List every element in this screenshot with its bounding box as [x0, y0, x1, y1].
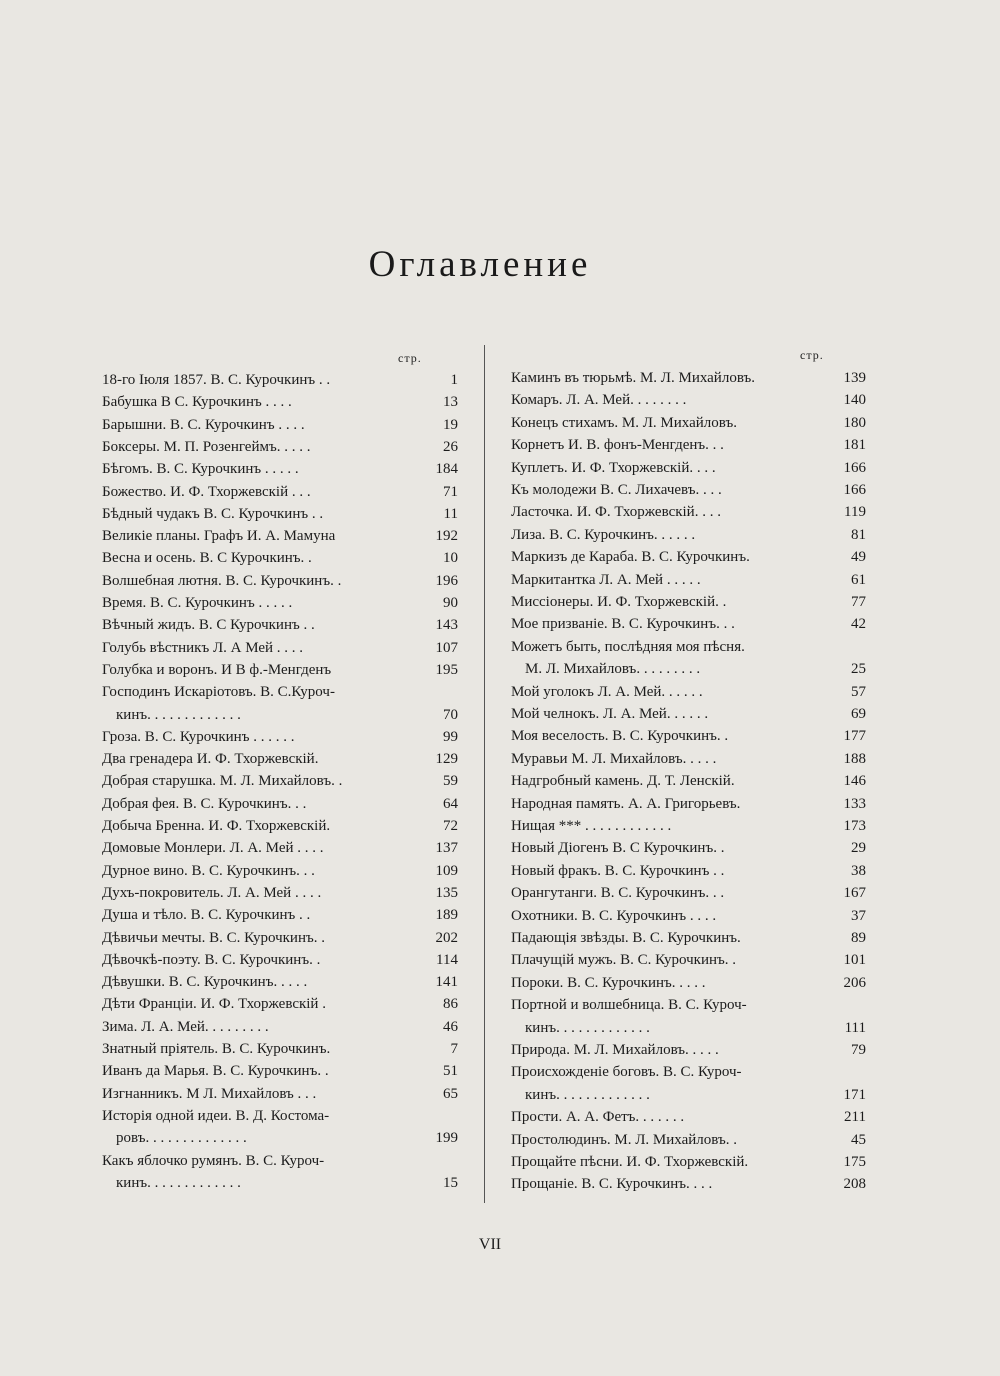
toc-entry-title: Падающія звѣзды. В. С. Курочкинъ.	[511, 930, 741, 946]
toc-entry-page: 7	[450, 1041, 458, 1057]
toc-entry-title: Надгробный камень. Д. Т. Ленскій.	[511, 773, 735, 790]
toc-entry-title: Мой уголокъ Л. А. Мей. . . . . .	[511, 683, 703, 700]
toc-entry-title: кинъ. . . . . . . . . . . . .	[116, 1174, 241, 1191]
toc-entry	[102, 682, 458, 704]
toc-entry-page: 59	[443, 773, 458, 790]
toc-entry-page: 79	[851, 1042, 866, 1058]
toc-entry	[511, 749, 866, 771]
toc-entry-page: 46	[443, 1018, 458, 1035]
toc-entry-title: Добыча Бренна. И. Ф. Тхоржевскій.	[102, 818, 331, 834]
toc-entry	[511, 1040, 866, 1062]
toc-entry	[511, 771, 866, 793]
toc-entry	[511, 1107, 866, 1129]
toc-entry-page: 70	[443, 706, 458, 723]
toc-entry-title: Боксеры. М. П. Розенгеймъ. . . . .	[102, 438, 311, 455]
toc-entry-page: 211	[844, 1109, 866, 1126]
toc-entry-page: 184	[435, 461, 458, 478]
toc-entry-page: 64	[443, 795, 458, 812]
toc-entry-title: Муравьи М. Л. Михайловъ. . . . .	[511, 750, 717, 767]
toc-entry	[102, 905, 458, 927]
toc-entry-title: Новый Діогенъ В. С Курочкинъ. .	[511, 840, 725, 857]
toc-entry	[102, 1061, 458, 1083]
toc-entry	[511, 368, 866, 390]
toc-entry-title: Какъ яблочко румянъ. В. С. Куроч-	[102, 1152, 325, 1169]
toc-entry-title: Куплетъ. И. Ф. Тхоржевскій. . . .	[511, 459, 716, 476]
toc-entry-title: Охотники. В. С. Курочкинъ . . . .	[511, 907, 717, 924]
toc-entry	[102, 838, 458, 860]
toc-entry-page: 13	[443, 394, 458, 411]
toc-entry-title: Маркизъ де Караба. В. С. Курочкинъ.	[511, 549, 750, 566]
toc-entry-page: 57	[851, 683, 866, 700]
toc-entry-page: 141	[435, 974, 458, 991]
toc-entry-title: Добрая старушка. М. Л. Михайловъ. .	[102, 773, 343, 790]
toc-entry-page: 137	[435, 840, 458, 857]
toc-entry	[511, 592, 866, 614]
toc-entry-title: Прощайте пѣсни. И. Ф. Тхоржевскій.	[511, 1154, 749, 1170]
toc-entry-title: Моя веселость. В. С. Курочкинъ. .	[511, 728, 729, 745]
toc-entry-title: Дѣвочкѣ-поэту. В. С. Курочкинъ. .	[102, 951, 321, 968]
toc-entry	[102, 1106, 458, 1128]
toc-entry	[511, 502, 866, 524]
toc-entry	[102, 950, 458, 972]
toc-entry-page: 72	[443, 818, 458, 834]
toc-entry-title: кинъ. . . . . . . . . . . . .	[525, 1086, 650, 1103]
toc-entry	[102, 392, 458, 414]
toc-entry-page: 171	[843, 1086, 866, 1103]
toc-entry	[102, 526, 458, 548]
toc-entry	[102, 548, 458, 570]
toc-entry-page: 166	[843, 459, 866, 476]
toc-entry-page: 175	[843, 1154, 866, 1170]
toc-entry-title: Гроза. В. С. Курочкинъ . . . . . .	[102, 728, 295, 745]
toc-entry-page: 133	[843, 795, 866, 812]
toc-entry	[511, 973, 866, 995]
toc-entry	[511, 637, 866, 659]
toc-entry-page: 26	[443, 438, 458, 455]
toc-entry-title: Дурное вино. В. С. Курочкинъ. . .	[102, 862, 315, 879]
toc-entry-title: Мое призваніе. В. С. Курочкинъ. . .	[511, 616, 735, 633]
toc-entry	[511, 838, 866, 860]
toc-entry-page: 37	[851, 907, 866, 924]
toc-entry-page: 101	[843, 952, 866, 969]
toc-entry-page: 81	[851, 526, 866, 543]
toc-entry-page: 11	[443, 505, 458, 522]
toc-entry-title: Орангутанги. В. С. Курочкинъ. . .	[511, 885, 725, 902]
toc-entry	[102, 794, 458, 816]
toc-entry	[102, 1084, 458, 1106]
page-title: Оглавление	[368, 244, 592, 285]
toc-entry-title: Пороки. В. С. Курочкинъ. . . . .	[511, 974, 706, 991]
toc-entry	[102, 994, 458, 1016]
toc-entry-title: Дѣвушки. В. С. Курочкинъ. . . . .	[102, 974, 308, 991]
toc-entry-title: Господинъ Искаріотовъ. В. С.Куроч-	[102, 684, 335, 701]
toc-entry-title: Добрая фея. В. С. Курочкинъ. . .	[102, 795, 307, 812]
toc-entry-title: Иванъ да Марья. В. С. Курочкинъ. .	[102, 1063, 329, 1080]
toc-entry-title: Бабушка В С. Курочкинъ . . . .	[102, 394, 292, 411]
toc-entry-title: Время. В. С. Курочкинъ . . . . .	[102, 595, 293, 611]
toc-entry-page: 181	[843, 437, 866, 454]
toc-entry-page: 90	[443, 595, 458, 611]
toc-entry	[102, 1039, 458, 1061]
toc-entry-page: 109	[435, 862, 458, 879]
toc-entry-title: Маркитантка Л. А. Мей . . . . .	[511, 571, 701, 588]
toc-entry-page: 49	[851, 549, 866, 566]
toc-entry-page: 10	[443, 550, 458, 567]
toc-entry-title: Мой челнокъ. Л. А. Мей. . . . . .	[511, 706, 709, 722]
toc-entry	[102, 571, 458, 593]
column-divider	[484, 345, 485, 1203]
toc-entry	[511, 458, 866, 480]
toc-entry-page: 177	[843, 728, 866, 745]
page-column-label-left: стр.	[398, 351, 422, 365]
toc-entry-page: 139	[843, 370, 866, 386]
toc-entry	[511, 682, 866, 704]
toc-entry-page: 111	[844, 1019, 866, 1036]
toc-entry-page: 65	[443, 1085, 458, 1102]
toc-entry	[511, 525, 866, 547]
toc-entry	[511, 1018, 866, 1040]
toc-entry-title: Корнетъ И. В. фонъ-Менгденъ. . .	[511, 437, 724, 454]
toc-entry-page: 180	[843, 414, 866, 431]
toc-entry-page: 1	[450, 372, 458, 388]
toc-entry-page: 143	[435, 617, 458, 634]
toc-entry-page: 119	[844, 504, 866, 521]
toc-entry	[102, 415, 458, 437]
toc-entry-title: Бѣдный чудакъ В. С. Курочкинъ . .	[102, 505, 324, 522]
toc-entry-page: 189	[435, 907, 458, 924]
toc-entry	[102, 1173, 458, 1195]
toc-entry-page: 202	[435, 929, 458, 946]
toc-entry-page: 129	[435, 751, 458, 768]
toc-entry	[102, 615, 458, 637]
toc-entry	[511, 435, 866, 457]
toc-entry-page: 19	[443, 416, 458, 433]
toc-entry-title: Ласточка. И. Ф. Тхоржевскій. . . .	[511, 504, 721, 521]
toc-entry	[511, 547, 866, 569]
toc-entry	[511, 861, 866, 883]
toc-entry-title: Изгнанникъ. М Л. Михайловъ . . .	[102, 1085, 317, 1102]
toc-entry	[511, 614, 866, 636]
toc-entry-title: Природа. М. Л. Михайловъ. . . . .	[511, 1042, 719, 1058]
toc-entry-title: кинъ. . . . . . . . . . . . .	[525, 1019, 650, 1036]
toc-entry-page: 166	[843, 482, 866, 498]
toc-entry	[102, 816, 458, 838]
toc-entry-page: 173	[843, 818, 866, 834]
toc-entry-title: Конецъ стихамъ. М. Л. Михайловъ.	[511, 414, 737, 431]
toc-entry-title: кинъ. . . . . . . . . . . . .	[116, 706, 241, 723]
toc-entry-title: Происхожденіе боговъ. В. С. Куроч-	[511, 1064, 742, 1081]
toc-entry-title: Миссіонеры. И. Ф. Тхоржевскій. .	[511, 594, 727, 610]
toc-entry-title: Портной и волшебница. В. С. Куроч-	[511, 997, 747, 1014]
toc-entry	[511, 794, 866, 816]
toc-entry	[511, 413, 866, 435]
toc-entry	[102, 459, 458, 481]
toc-entry	[511, 883, 866, 905]
toc-entry-page: 45	[851, 1131, 866, 1148]
toc-entry	[511, 950, 866, 972]
toc-entry-page: 107	[435, 639, 458, 656]
toc-entry-title: Плачущій мужъ. В. С. Курочкинъ. .	[511, 952, 737, 969]
toc-entry-page: 71	[443, 483, 458, 500]
toc-entry	[511, 726, 866, 748]
toc-entry	[511, 1130, 866, 1152]
toc-entry-title: Волшебная лютня. В. С. Курочкинъ. .	[102, 572, 342, 589]
toc-entry-title: Исторія одной идеи. В. Д. Костома-	[102, 1107, 330, 1124]
toc-entry	[102, 727, 458, 749]
toc-entry-title: Прости. А. А. Фетъ. . . . . . .	[511, 1109, 685, 1126]
toc-entry	[102, 638, 458, 660]
toc-entry	[511, 995, 866, 1017]
toc-entry-title: Домовые Монлери. Л. А. Мей . . . .	[102, 840, 324, 857]
toc-entry-page: 86	[443, 996, 458, 1013]
toc-entry	[511, 390, 866, 412]
toc-entry-page: 208	[843, 1176, 866, 1193]
toc-entry	[511, 1085, 866, 1107]
toc-entry-title: Нищая *** . . . . . . . . . . . .	[511, 818, 672, 834]
toc-entry-title: Весна и осень. В. С Курочкинъ. .	[102, 550, 312, 567]
toc-entry-page: 135	[435, 884, 458, 901]
toc-entry-page: 188	[843, 750, 866, 767]
toc-entry	[102, 370, 458, 392]
toc-entry-title: Каминъ въ тюрьмѣ. М. Л. Михайловъ.	[511, 370, 756, 386]
toc-entry-page: 140	[843, 392, 866, 409]
toc-entry-title: Прощаніе. В. С. Курочкинъ. . . .	[511, 1176, 713, 1193]
toc-entry-title: Простолюдинъ. М. Л. Михайловъ. .	[511, 1131, 737, 1148]
toc-entry-page: 114	[436, 951, 458, 968]
toc-entry	[102, 504, 458, 526]
toc-entry-title: Два гренадера И. Ф. Тхоржевскій.	[102, 751, 319, 768]
toc-entry-title: Знатный пріятель. В. С. Курочкинъ.	[102, 1041, 331, 1057]
toc-entry-title: ровъ. . . . . . . . . . . . . .	[116, 1130, 247, 1147]
toc-entry	[102, 972, 458, 994]
toc-entry-title: Голубка и воронъ. И В ф.-Менгденъ	[102, 661, 332, 678]
toc-entry	[102, 1128, 458, 1150]
toc-entry-title: Душа и тѣло. В. С. Курочкинъ . .	[102, 907, 311, 924]
toc-entry-page: 99	[443, 728, 458, 745]
toc-entry-page: 167	[843, 885, 866, 902]
toc-entry	[511, 816, 866, 838]
page-column-label-right: стр.	[800, 348, 824, 362]
toc-entry-page: 199	[435, 1130, 458, 1147]
toc-entry-page: 206	[843, 974, 866, 991]
toc-entry-title: Барышни. В. С. Курочкинъ . . . .	[102, 416, 305, 433]
toc-entry-title: Духъ-покровитель. Л. А. Мей . . . .	[102, 884, 322, 901]
toc-entry-title: Можетъ быть, послѣдняя моя пѣсня.	[511, 638, 745, 655]
toc-entry-page: 25	[851, 661, 866, 678]
toc-entry-title: Божество. И. Ф. Тхоржевскій . . .	[102, 483, 311, 500]
toc-entry-page: 146	[843, 773, 866, 790]
toc-entry-page: 29	[851, 840, 866, 857]
toc-entry	[102, 437, 458, 459]
toc-entry	[102, 1151, 458, 1173]
toc-entry-title: Бѣгомъ. В. С. Курочкинъ . . . . .	[102, 461, 299, 478]
toc-entry-title: Лиза. В. С. Курочкинъ. . . . . .	[511, 526, 696, 543]
toc-entry-page: 89	[851, 930, 866, 946]
toc-entry-title: Къ молодежи В. С. Лихачевъ. . . .	[511, 482, 722, 498]
toc-entry-title: Зима. Л. А. Мей. . . . . . . . .	[102, 1018, 269, 1035]
toc-entry-title: Дѣти Франціи. И. Ф. Тхоржевскій .	[102, 996, 326, 1013]
toc-entry	[511, 1062, 866, 1084]
toc-entry-title: Народная память. А. А. Григорьевъ.	[511, 795, 741, 812]
toc-entry-title: Новый фракъ. В. С. Курочкинъ . .	[511, 862, 725, 879]
toc-entry	[511, 928, 866, 950]
toc-entry-page: 69	[851, 706, 866, 722]
toc-entry	[102, 660, 458, 682]
toc-entry-title: Голубь вѣстникъ Л. А Мей . . . .	[102, 639, 304, 656]
toc-entry	[102, 482, 458, 504]
toc-entry	[511, 1174, 866, 1196]
toc-entry-page: 51	[443, 1063, 458, 1080]
toc-entry-page: 192	[435, 528, 458, 545]
toc-entry-title: Комаръ. Л. А. Мей. . . . . . . .	[511, 392, 687, 409]
toc-entry	[102, 749, 458, 771]
toc-entry	[102, 883, 458, 905]
toc-entry	[102, 928, 458, 950]
toc-entry	[102, 771, 458, 793]
toc-entry-title: Великіе планы. Графъ И. А. Мамуна	[102, 528, 336, 545]
toc-entry	[511, 480, 866, 502]
toc-entry	[511, 704, 866, 726]
toc-entry-page: 77	[851, 594, 866, 610]
toc-entry	[102, 1017, 458, 1039]
toc-entry	[102, 861, 458, 883]
toc-entry	[511, 570, 866, 592]
toc-entry	[511, 659, 866, 681]
toc-entry-page: 61	[851, 571, 866, 588]
toc-entry-title: 18-го Іюля 1857. В. С. Курочкинъ . .	[102, 372, 331, 388]
toc-entry-title: Дѣвичьи мечты. В. С. Курочкинъ. .	[102, 929, 325, 946]
toc-entry-page: 195	[435, 661, 458, 678]
toc-entry	[511, 1152, 866, 1174]
toc-entry	[102, 705, 458, 727]
toc-entry-page: 15	[443, 1174, 458, 1191]
toc-entry-page: 196	[435, 572, 458, 589]
page-number: VII	[478, 1236, 502, 1253]
toc-entry-title: Вѣчный жидъ. В. С Курочкинъ . .	[102, 617, 315, 634]
toc-entry-page: 42	[851, 616, 866, 633]
toc-entry-page: 38	[851, 862, 866, 879]
toc-entry	[102, 593, 458, 615]
toc-entry	[511, 906, 866, 928]
toc-entry-title: М. Л. Михайловъ. . . . . . . . .	[525, 661, 701, 678]
